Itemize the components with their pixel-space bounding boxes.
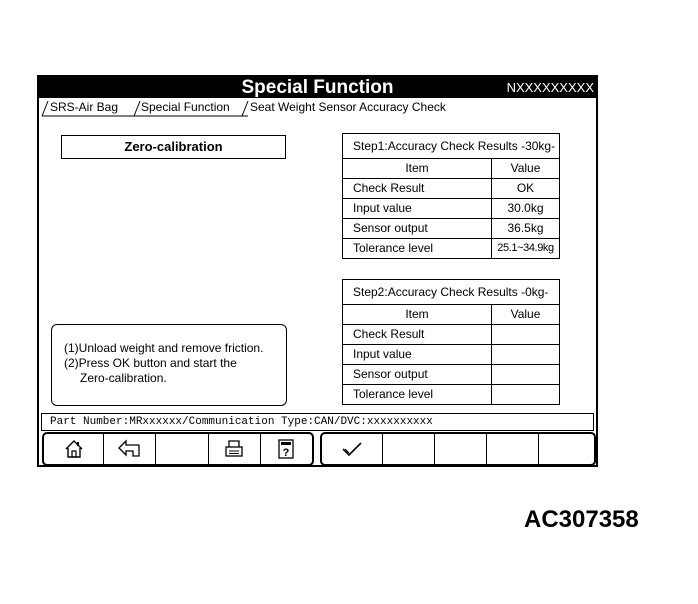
- help-button[interactable]: [260, 434, 312, 464]
- zero-calibration-button[interactable]: Zero-calibration: [61, 135, 286, 159]
- diagnostic-screen: [37, 75, 598, 467]
- instruction-box: [51, 324, 287, 406]
- table-row: [343, 179, 560, 199]
- instruction-line: (2)Press OK button and start the: [64, 356, 237, 370]
- breadcrumb-item-special-function[interactable]: Special Function: [141, 100, 230, 114]
- part-number-bar: Part Number:MRxxxxxx/Communication Type:CAN/DVC:xxxxxxxxxx: [41, 413, 594, 431]
- row-value: [492, 325, 560, 345]
- row-value: [492, 365, 560, 385]
- row-value: 30.0kg: [492, 199, 560, 219]
- table-row: [343, 199, 560, 219]
- step1-results-table: [342, 133, 560, 259]
- help-icon: [277, 438, 295, 460]
- blank-button[interactable]: [155, 434, 207, 464]
- step2-results-table: [342, 279, 560, 405]
- breadcrumb-item-srs-air-bag[interactable]: SRS-Air Bag: [50, 100, 119, 114]
- ok-button[interactable]: [322, 434, 382, 464]
- row-item: Sensor output: [343, 219, 492, 239]
- function-key-blank[interactable]: [434, 434, 486, 464]
- row-item: Sensor output: [343, 365, 492, 385]
- function-key-blank[interactable]: [382, 434, 434, 464]
- print-icon: [223, 439, 245, 459]
- svg-text:?: ?: [283, 447, 290, 459]
- table-row: [343, 219, 560, 239]
- table-row: [343, 345, 560, 365]
- step2-caption: Step2:Accuracy Check Results -0kg-: [343, 280, 560, 305]
- row-item: Check Result: [343, 325, 492, 345]
- function-key-blank[interactable]: [538, 434, 594, 464]
- toolbar-right: [320, 432, 596, 466]
- row-value: [492, 345, 560, 365]
- column-header-item: Item: [343, 305, 492, 325]
- instruction-line: (1)Unload weight and remove friction.: [64, 341, 264, 355]
- home-button[interactable]: [44, 434, 103, 464]
- table-row: [343, 365, 560, 385]
- home-icon: [64, 439, 84, 459]
- print-button[interactable]: [208, 434, 260, 464]
- serial-number: NXXXXXXXXX: [506, 80, 594, 95]
- back-button[interactable]: [103, 434, 155, 464]
- table-header-row: [343, 159, 560, 179]
- column-header-item: Item: [343, 159, 492, 179]
- table-row: [343, 325, 560, 345]
- table-row: [343, 385, 560, 405]
- row-item: Tolerance level: [343, 239, 492, 259]
- row-value: 25.1~34.9kg: [492, 239, 560, 259]
- page-title: Special Function: [241, 77, 394, 98]
- step1-caption: Step1:Accuracy Check Results -30kg-: [343, 134, 560, 159]
- title-bar: [39, 77, 596, 98]
- back-icon: [117, 439, 143, 459]
- breadcrumb-item-current: Seat Weight Sensor Accuracy Check: [250, 100, 446, 114]
- instruction-line: Zero-calibration.: [80, 371, 167, 385]
- column-header-value: Value: [492, 159, 560, 179]
- column-header-value: Value: [492, 305, 560, 325]
- row-value: 36.5kg: [492, 219, 560, 239]
- toolbar-left: [42, 432, 314, 466]
- breadcrumb: [39, 98, 596, 118]
- row-item: Input value: [343, 199, 492, 219]
- table-header-row: [343, 305, 560, 325]
- row-value: [492, 385, 560, 405]
- row-item: Tolerance level: [343, 385, 492, 405]
- row-item: Check Result: [343, 179, 492, 199]
- function-key-blank[interactable]: [486, 434, 538, 464]
- ok-check-icon: [340, 440, 364, 458]
- row-value: OK: [492, 179, 560, 199]
- table-row: [343, 239, 560, 259]
- row-item: Input value: [343, 345, 492, 365]
- figure-label: AC307358: [524, 506, 639, 533]
